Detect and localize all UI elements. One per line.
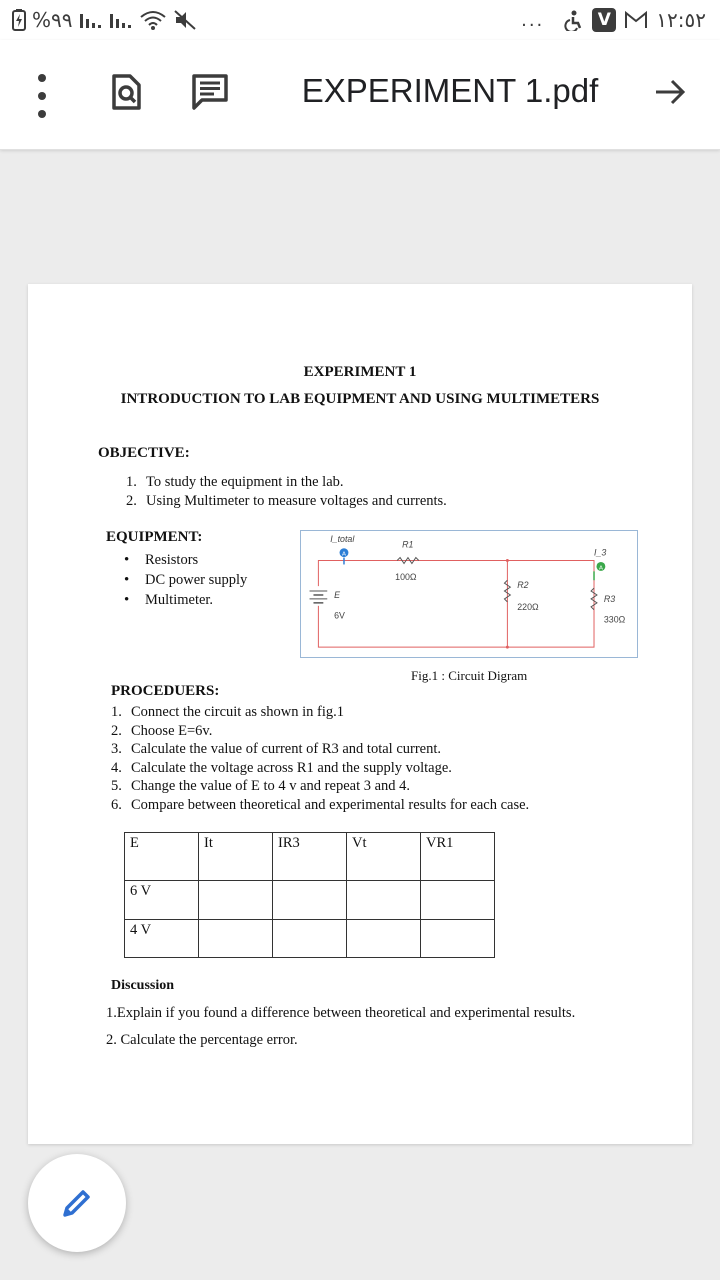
table-row <box>125 920 495 958</box>
r1-value: 100Ω <box>395 572 417 583</box>
ammeter-r3-letter: A <box>598 565 603 572</box>
list-item: 6. Compare between theoretical and experimental results for each case. <box>111 796 530 813</box>
overflow-menu-icon[interactable] <box>28 74 56 118</box>
table-row <box>125 881 495 920</box>
procedures-label: PROCEDUERS: <box>111 683 220 699</box>
app-bar <box>0 40 720 150</box>
experiment-heading: EXPERIMENT 1 <box>303 364 417 380</box>
list-item: 3. Calculate the value of current of R3 and total current. <box>111 741 442 758</box>
r2-value: 220Ω <box>517 601 539 612</box>
list-item: 2. Choose E=6v. <box>111 722 213 739</box>
circuit-wire <box>318 561 594 648</box>
i3-label: I_3 <box>594 547 607 558</box>
ammeter-total-letter: A <box>342 551 346 558</box>
clock: ١٢:٥٢ <box>656 8 706 32</box>
table-cell <box>421 881 495 920</box>
table-cell: 4 V <box>125 920 199 958</box>
gmail-icon <box>624 10 648 30</box>
table-header-cell: E <box>125 833 199 881</box>
table-cell <box>347 920 421 958</box>
table-cell <box>199 920 273 958</box>
circuit-diagram <box>300 530 638 658</box>
edit-fab-button[interactable] <box>28 1154 126 1252</box>
v-app-icon: V <box>592 8 616 32</box>
r2-label: R2 <box>517 580 529 591</box>
battery-charging-icon <box>12 9 26 31</box>
mute-icon <box>173 9 197 31</box>
r3-label: R3 <box>603 593 616 604</box>
procedures-list <box>111 703 529 815</box>
find-in-page-icon[interactable] <box>106 72 146 112</box>
table-cell: 6 V <box>125 881 199 920</box>
list-item: 2. Using Multimeter to measure voltages and currents. <box>126 493 447 509</box>
arrow-forward-icon[interactable] <box>652 72 688 112</box>
battery-percent: %٩٩ <box>32 8 73 32</box>
list-item: 4. Calculate the voltage across R1 and the supply voltage. <box>111 759 452 776</box>
accessibility-icon <box>562 9 584 31</box>
source-label: E <box>334 589 341 600</box>
table-cell <box>421 920 495 958</box>
list-item: • DC power supply <box>124 570 247 590</box>
pdf-page <box>28 284 692 1144</box>
discussion-item: 2. Calculate the percentage error. <box>106 1032 298 1048</box>
experiment-subheading: INTRODUCTION TO LAB EQUIPMENT AND USING MULTIMETERS <box>120 391 600 407</box>
source-value: 6V <box>334 610 345 621</box>
discussion-item: 1.Explain if you found a difference between theoretical and experimental results. <box>106 1005 576 1021</box>
pencil-icon <box>59 1185 95 1221</box>
status-bar <box>0 0 720 40</box>
table-header-cell: VR1 <box>421 833 495 881</box>
r3-value: 330Ω <box>603 614 626 625</box>
table-cell <box>273 881 347 920</box>
equipment-list <box>124 550 247 610</box>
objective-list <box>126 473 447 511</box>
table-header-cell: IR3 <box>273 833 347 881</box>
list-item: • Multimeter. <box>124 590 247 610</box>
status-left <box>12 8 197 32</box>
equipment-label: EQUIPMENT: <box>106 529 203 545</box>
figure-caption: Fig.1 : Circuit Digram <box>411 668 528 683</box>
list-item: 1. To study the equipment in the lab. <box>126 474 344 490</box>
table-cell <box>347 881 421 920</box>
wifi-icon <box>139 9 167 31</box>
i-total-label: I_total <box>330 533 355 544</box>
table-cell <box>273 920 347 958</box>
table-header-cell: Vt <box>347 833 421 881</box>
signal-icon <box>79 10 103 30</box>
r1-label: R1 <box>402 539 414 550</box>
results-table <box>124 832 495 958</box>
status-right <box>521 8 706 32</box>
table-cell <box>199 881 273 920</box>
comments-icon[interactable] <box>190 72 230 112</box>
objective-label: OBJECTIVE: <box>98 445 190 461</box>
table-header-row <box>125 833 495 881</box>
discussion-label: Discussion <box>111 978 175 993</box>
list-item: • Resistors <box>124 550 247 570</box>
list-item: 1. Connect the circuit as shown in fig.1 <box>111 704 345 720</box>
more-notifications: ... <box>521 9 545 31</box>
list-item: 5. Change the value of E to 4 v and repeat 3 and 4. <box>111 778 411 795</box>
table-header-cell: It <box>199 833 273 881</box>
document-title: EXPERIMENT 1.pdf <box>301 72 599 109</box>
signal-icon-2 <box>109 10 133 30</box>
